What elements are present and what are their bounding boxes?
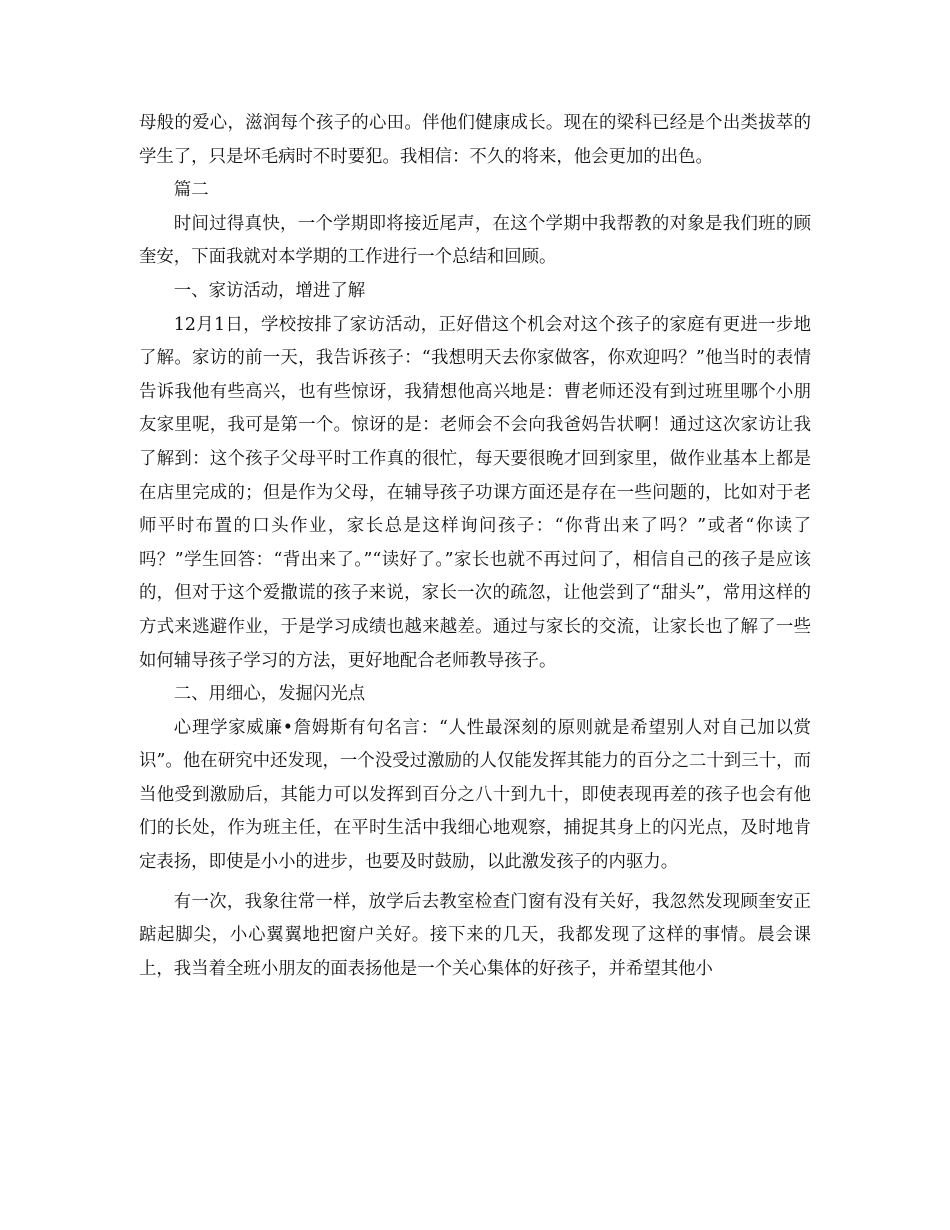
section-title-part-two: 篇二 <box>173 180 209 201</box>
paragraph-1: 母般的爱心，滋润每个孩子的心田。伴他们健康成长。现在的梁科已经是个出类拔萃的学生了，只是坏毛病时不时要犯。我相信：不久的将来，他会更加的出色。 <box>139 113 811 167</box>
heading-home-visit: 一、家访活动，增进了解 <box>173 280 366 301</box>
document-body <box>139 107 811 986</box>
paragraph-home-visit: 12月1日，学校按排了家访活动，正好借这个机会对这个孩子的家庭有更进一步地了解。家访的前一天，我告诉孩子：“我想明天去你家做客，你欢迎吗？”他当时的表情告诉我他有些高兴，也有些惊讶，我猜想他高兴地是：曹老师还没有到过班里哪个小朋友家里呢，我可是第一个。惊讶的是：老师会不会向我爸妈告状啊！通过这次家访让我了解到：这个孩子父母平时工作真的很忙，每天要很晚才回到家里，做作业基本上都是在店里完成的；但是作为父母，在辅导孩子功课方面还是存在一些问题的，比如对于老师平时布置的口头作业，家长总是这样询问孩子：“你背出来了吗？”或者“你读了吗？”学生回答：“背出来了。”“读好了。”家长也就不再过问了，相信自己的孩子是应该的，但对于这个爱撒谎的孩子来说，家长一次的疏忽，让他尝到了“甜头”，常用这样的方式来逃避作业，于是学习成绩也越来越差。通过与家长的交流，让家长也了解了一些如何辅导孩子学习的方法，更好地配合老师教导孩子。 <box>139 314 811 671</box>
paragraph-window-story: 有一次，我象往常一样，放学后去教室检查门窗有没有关好，我忽然发现顾奎安正踮起脚尖，小心翼翼地把窗户关好。接下来的几天，我都发现了这样的事情。晨会课上，我当着全班小朋友的面表扬他是一个关心集体的好孩子，并希望其他小 <box>139 891 811 979</box>
paragraph-intro: 时间过得真快，一个学期即将接近尾声，在这个学期中我帮教的对象是我们班的顾奎安，下面我就对本学期的工作进行一个总结和回顾。 <box>139 213 811 268</box>
paragraph-psychology: 心理学家威廉•詹姆斯有句名言：“人性最深刻的原则就是希望别人对自己加以赏识”。他在研究中还发现，一个没受过激励的人仅能发挥其能力的百分之二十到三十，而当他受到激励后，其能力可以发挥到百分之八十到九十，即使表现再差的孩子也会有他们的长处，作为班主任，在平时生活中我细心地观察，捕捉其身上的闪光点，及时地肯定表扬，即使是小小的进步，也要及时鼓励，以此激发孩子的内驱力。 <box>139 717 811 873</box>
heading-highlights: 二、用细心，发掘闪光点 <box>173 684 366 705</box>
